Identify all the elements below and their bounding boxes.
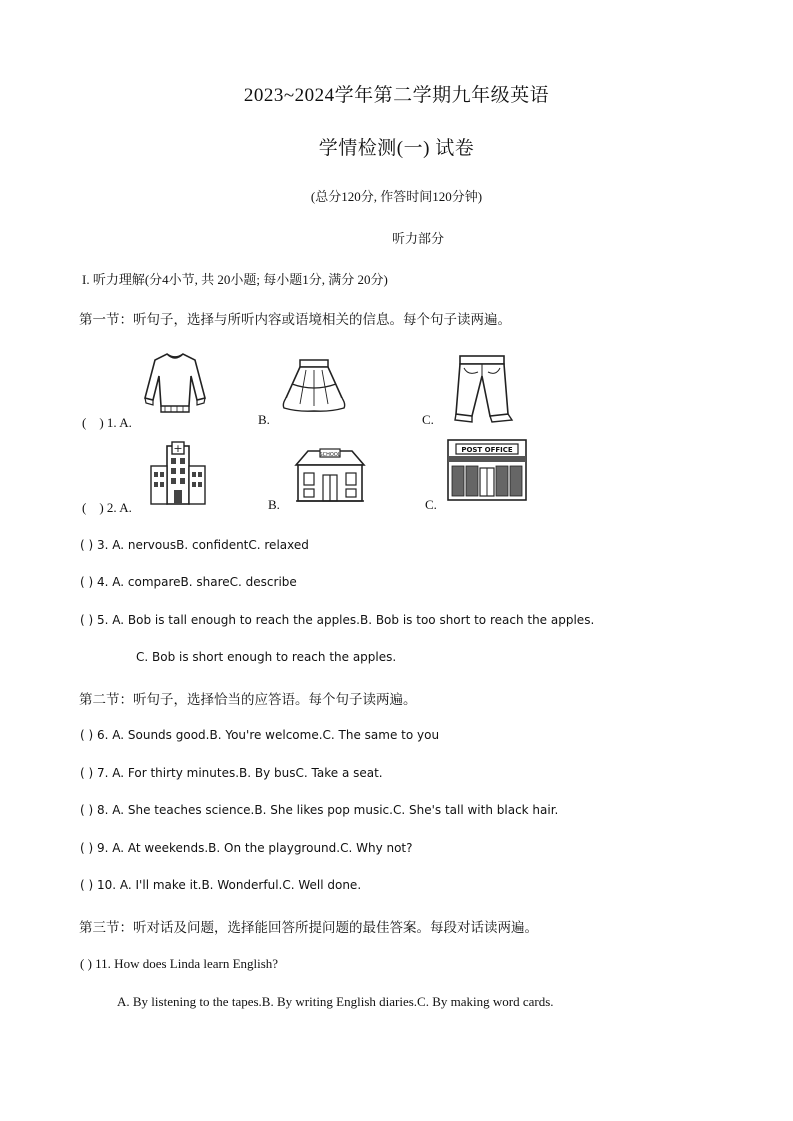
hospital-icon[interactable]: [147, 440, 209, 511]
q1-option-b: B.: [258, 412, 270, 427]
q2-prefix: ( ) 2. A.: [82, 500, 132, 515]
hospital-sign: +: [173, 442, 183, 455]
q6: ( ) 6. A. Sounds good.B. You're welcome.C. The same to you: [80, 728, 440, 742]
q9: ( ) 9. A. At weekends.B. On the playground.C. Why not?: [80, 841, 413, 855]
school-sign: SCHOOL: [319, 452, 341, 458]
part1-heading: I. 听力理解(分4小节, 共 20小题; 每小题1分, 满分 20分): [82, 272, 388, 287]
section1-heading: 第一节：听句子，选择与所听内容或语境相关的信息。每个句子读两遍。: [79, 312, 511, 327]
part-label: 听力部分: [392, 231, 445, 246]
q8: ( ) 8. A. She teaches science.B. She likes pop music.C. She's tall with black hair.: [80, 803, 559, 817]
post-office-icon[interactable]: [446, 438, 530, 507]
q1-prefix: ( ) 1. A.: [82, 415, 132, 430]
q4: ( ) 4. A. compareB. shareC. describe: [80, 575, 297, 589]
q10: ( ) 10. A. I'll make it.B. Wonderful.C. Well done.: [80, 878, 362, 892]
q11-options: A. By listening to the tapes.B. By writing English diaries.C. By making word cards.: [117, 994, 554, 1009]
q5-line1: ( ) 5. A. Bob is tall enough to reach the apples.B. Bob is too short to reach the apples.: [80, 613, 595, 627]
q2-option-b: B.: [268, 497, 280, 512]
section3-heading: 第三节：听对话及问题，选择能回答所提问题的最佳答案。每段对话读两遍。: [79, 920, 538, 935]
q5-line2: C. Bob is short enough to reach the apples.: [136, 650, 397, 664]
post-office-sign: POST OFFICE: [461, 446, 513, 454]
skirt-icon[interactable]: [278, 358, 350, 417]
q2-option-c: C.: [425, 497, 437, 512]
q3: ( ) 3. A. nervousB. confidentC. relaxed: [80, 538, 309, 552]
trousers-icon[interactable]: [452, 354, 516, 429]
section2-heading: 第二节：听句子，选择恰当的应答语。每个句子读两遍。: [79, 692, 417, 707]
q11: ( ) 11. How does Linda learn English?: [80, 956, 279, 971]
exam-title-line2: 学情检测(一) 试卷: [318, 138, 475, 159]
q1-option-c: C.: [422, 412, 434, 427]
q7: ( ) 7. A. For thirty minutes.B. By busC. Take a seat.: [80, 766, 383, 780]
exam-title-line1: 2023~2024学年第二学期九年级英语: [243, 85, 550, 106]
school-icon[interactable]: [294, 447, 366, 510]
sweater-icon[interactable]: [143, 350, 207, 421]
exam-subtitle: (总分120分, 作答时间120分钟): [310, 189, 483, 204]
